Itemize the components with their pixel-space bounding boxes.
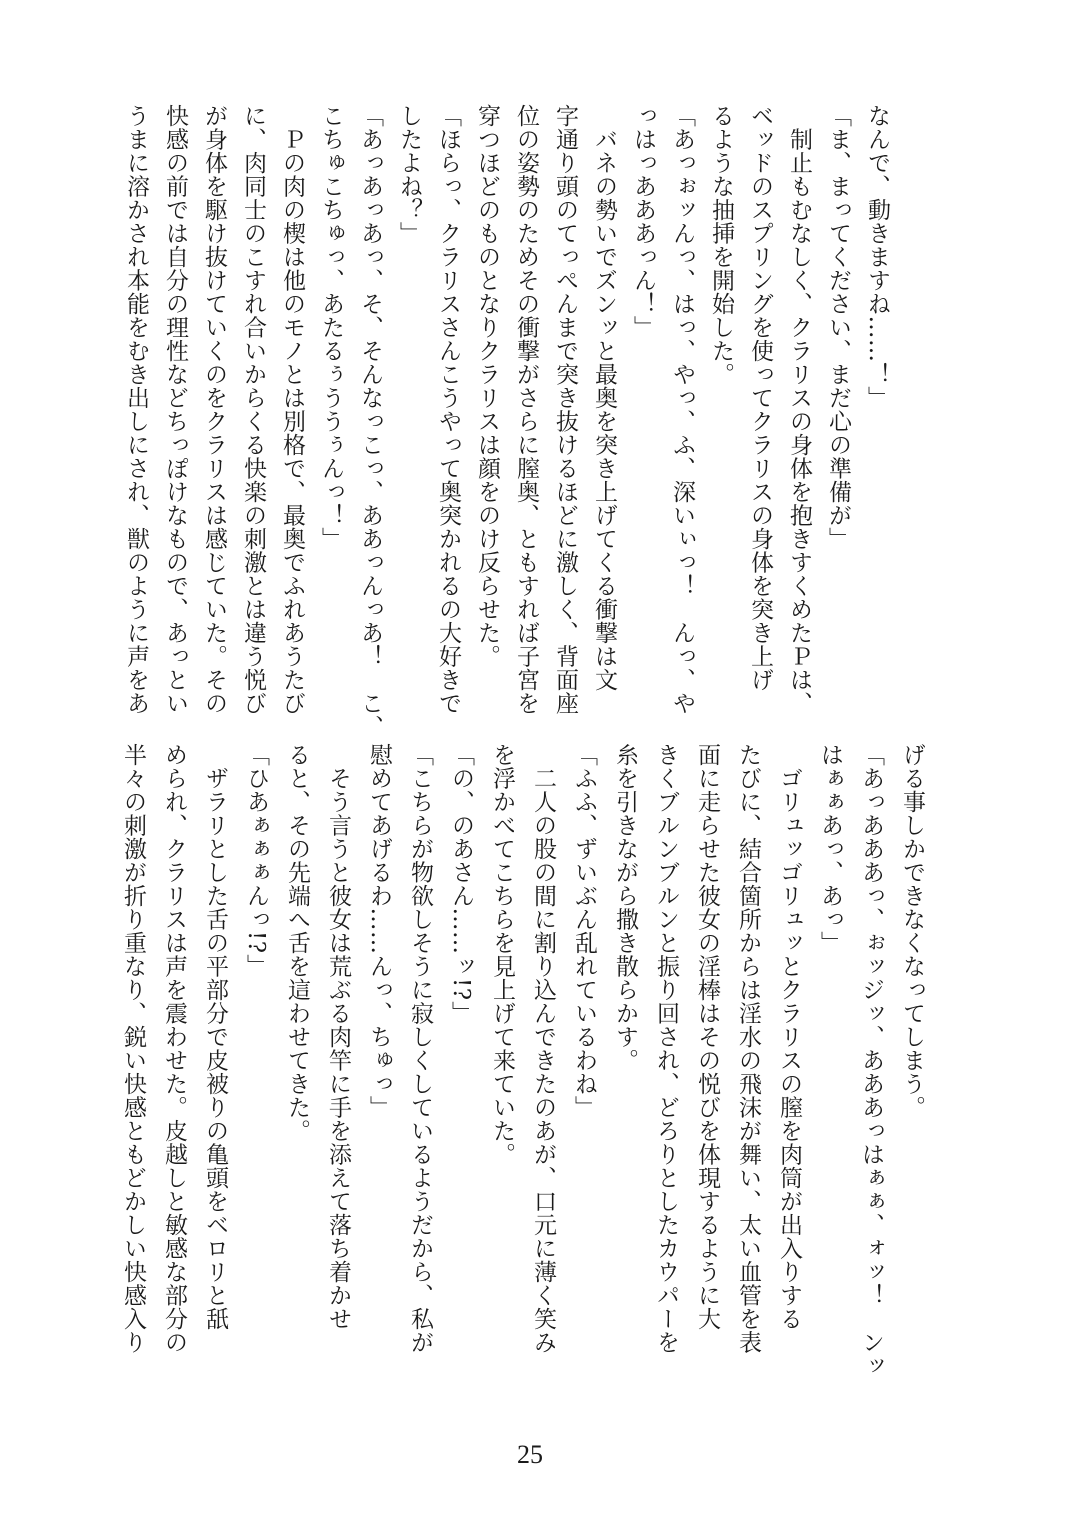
text-block-top (116, 104, 896, 739)
text-column: ザラリとした舌の平部分で皮被りの亀頭をベロリと舐 (202, 743, 228, 1331)
text-column: に、肉同士のこすれ合いからくる快楽の刺激とは違う悦び (240, 104, 266, 715)
text-column: 「ま、まってください、まだ心の準備が」 (825, 104, 851, 551)
text-column: こちゅこちゅっ、あたるぅううぅんっ！」 (318, 104, 344, 551)
text-column: Ｐの肉の楔は他のモノとは別格で、最奥でふれあうたび (279, 104, 305, 715)
text-column: 字通り頭のてっぺんまで突き抜けるほどに激しく、背面座 (552, 104, 578, 715)
text-column: 半々の刺激が折り重なり、鋭い快感ともどかしい快感入り (120, 743, 146, 1354)
text-column: バネの勢いでズンッと最奥を突き上げてくる衝撃は文 (591, 104, 617, 692)
text-column: 糸を引きながら撒き散らかす。 (612, 743, 638, 1072)
text-column: 制止もむなしく、クラリスの身体を抱きすくめたＰは、 (786, 104, 812, 715)
text-column: 快感の前では自分の理性などちっぽけなもので、あっとい (162, 104, 188, 715)
text-column: 慰めてあげるわ……んっ、ちゅっ」 (366, 743, 392, 1119)
text-column: 二人の股の間に割り込んできたのあが、口元に薄く笑み (530, 743, 556, 1354)
text-column: められ、クラリスは声を震わせた。皮越しと敏感な部分の (161, 743, 187, 1354)
text-column: 「の、のあさん……ッ!?」 (448, 743, 474, 1025)
text-column: そう言うと彼女は荒ぶる肉竿に手を添えて落ち着かせ (325, 743, 351, 1331)
text-column: きくブルンブルンと振り回され、どろりとしたカウパーを (653, 743, 679, 1354)
text-column: 位の姿勢のためその衝撃がさらに膣奥、ともすれば子宮を (513, 104, 539, 715)
text-column: げる事しかできなくなってしまう。 (899, 743, 925, 1119)
text-column: 「あっあっあっ、そ、そんなっこっ、ああっんっあ！ こ、 (357, 104, 383, 739)
text-column: 「ひあぁぁぁんっ!?」 (243, 743, 269, 978)
text-column: るような抽挿を開始した。 (708, 104, 734, 386)
text-column: したよね？」 (396, 104, 422, 245)
text-column: 「ほらっ、クラリスさんこうやって奥突かれるの大好きで (435, 104, 461, 715)
text-column: ると、その先端へ舌を這わせてきた。 (284, 743, 310, 1143)
text-column: なんで、動きますね……！」 (864, 104, 890, 410)
text-column: っはっあああっん！」 (630, 104, 656, 339)
text-column: 「こちらが物欲しそうに寂しくしているようだから、私が (407, 743, 433, 1354)
text-column: ベッドのスプリングを使ってクラリスの身体を突き上げ (747, 104, 773, 692)
text-block-bottom (112, 743, 932, 1378)
text-column: うまに溶かされ本能をむき出しにされ、獣のように声をあ (123, 104, 149, 715)
text-column: を浮かべてこちらを見上げて来ていた。 (489, 743, 515, 1166)
text-column: はぁぁあっ、あっ」 (817, 743, 843, 955)
text-column: が身体を駆け抜けていくのをクラリスは感じていた。その (201, 104, 227, 715)
text-column: 「ふふ、ずいぶん乱れているわね」 (571, 743, 597, 1119)
text-column: ゴリュッゴリュッとクラリスの膣を肉筒が出入りする (776, 743, 802, 1331)
text-column: 穿つほどのものとなりクラリスは顔をのけ反らせた。 (474, 104, 500, 668)
page-number: 25 (517, 1440, 543, 1469)
text-column: 「あっあああっ、ぉッジッ、あああっはぁぁ、ォッ！ ンッ (858, 743, 884, 1378)
text-column: 「あっぉッんっ、はっ、やっ、ふ、深いぃっ！ んっ、や (669, 104, 695, 715)
text-column: たびに、結合箇所からは淫水の飛沫が舞い、太い血管を表 (735, 743, 761, 1354)
text-column: 面に走らせた彼女の淫棒はその悦びを体現するように大 (694, 743, 720, 1331)
